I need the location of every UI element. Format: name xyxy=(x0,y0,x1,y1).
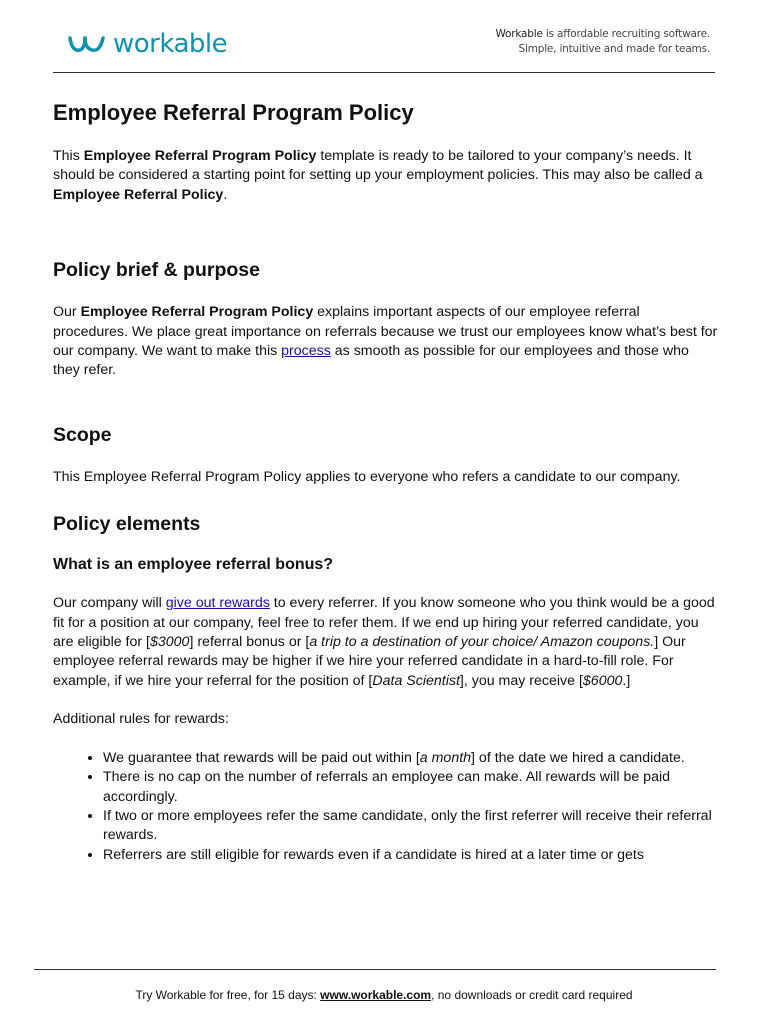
bonus-paragraph xyxy=(53,594,718,691)
give-out-rewards-link[interactable]: give out rewards xyxy=(165,595,270,612)
bonus-role: Data Scientist xyxy=(372,672,460,689)
bonus-text-3: ] referral bonus or [ xyxy=(189,634,310,651)
intro-bold-2: Employee Referral Policy xyxy=(53,186,224,203)
footer-text-2: , no downloads or credit card required xyxy=(431,988,633,1002)
footer-url-link[interactable]: www.workable.com xyxy=(320,988,432,1002)
tagline-rest: is affordable recruiting software. xyxy=(542,28,710,40)
document-body xyxy=(53,96,718,865)
bonus-amount: $3000 xyxy=(150,634,190,651)
intro-text-2: template is ready to be tailored to your company’s needs. It should be considered a starting point for setting up your employment policies. This may also be called a xyxy=(53,148,703,184)
bonus-text-1: Our company will xyxy=(53,595,166,612)
list-item xyxy=(103,749,718,768)
page-footer xyxy=(0,988,768,1002)
bonus-text-5: ], you may receive [ xyxy=(459,672,583,689)
rules-intro: Additional rules for rewards: xyxy=(53,711,229,728)
brief-text-1: Our xyxy=(53,304,81,321)
list-item: • Referrers are still eligible for rewards even if a candidate is hired at a later time or gets xyxy=(103,846,718,865)
intro-paragraph xyxy=(53,147,718,205)
rule1-period: a month xyxy=(419,749,472,766)
tagline-line-2: Simple, intuitive and made for teams. xyxy=(518,43,710,55)
workable-logo[interactable] xyxy=(67,30,227,58)
bonus-text-6: .] xyxy=(622,672,631,689)
tagline-brand: Workable xyxy=(495,28,543,40)
scope-heading: Scope xyxy=(53,423,112,446)
brief-paragraph xyxy=(53,303,718,381)
rules-list xyxy=(53,749,718,865)
logo-text: workable xyxy=(113,29,228,59)
bonus-alternative: a trip to a destination of your choice/ Amazon coupons. xyxy=(309,634,655,651)
list-item: • There is no cap on the number of referrals an employee can make. All rewards will be paid accordingly. xyxy=(103,768,718,807)
intro-bold-1: Employee Referral Program Policy xyxy=(83,148,317,164)
scope-paragraph: This Employee Referral Program Policy applies to everyone who refers a candidate to our company. xyxy=(53,468,681,485)
list-item: • If two or more employees refer the same candidate, only the first referrer will receive their referral rewards. xyxy=(103,807,718,846)
brief-bold-1: Employee Referral Program Policy xyxy=(80,304,314,321)
intro-text-3: . xyxy=(223,186,228,203)
footer-divider xyxy=(34,969,716,970)
header-divider xyxy=(53,72,715,73)
bonus-subheading: What is an employee referral bonus? xyxy=(53,556,334,574)
rule1-text-1: We guarantee that rewards will be paid out within [ xyxy=(103,749,420,766)
elements-heading: Policy elements xyxy=(53,513,201,536)
bonus-text-4: ] Our employee referral rewards may be higher if we hire your referred candidate in a hard-to-fill role. For example, if we hire your referral for the position of [ xyxy=(53,634,686,689)
footer-text-1: Try Workable for free, for 15 days: xyxy=(135,988,321,1002)
page-title: Employee Referral Program Policy xyxy=(53,100,414,125)
bonus-text-2: to every referrer. If you know someone who you think would be a good fit for a position at our company, feel free to refer them. If we end up hiring your referred candidate, you are eligible for [ xyxy=(53,595,715,651)
intro-text-1: This xyxy=(53,148,84,164)
brief-heading: Policy brief & purpose xyxy=(53,259,260,282)
workable-logo-icon xyxy=(67,33,107,55)
tagline xyxy=(495,27,710,57)
process-link[interactable]: process xyxy=(281,343,331,360)
rule1-text-2: ] of the date we hired a candidate. xyxy=(471,749,685,766)
page-header xyxy=(0,0,768,73)
tagline-line-1 xyxy=(495,27,710,42)
bonus-high-amount: $6000 xyxy=(582,672,623,689)
brief-text-3: as smooth as possible for our employees and those who they refer. xyxy=(53,343,689,379)
brief-text-2: explains important aspects of our employee referral procedures. We place great importance on referrals because we trust our employees know what’s best for our company. We want to make this xyxy=(53,304,718,360)
